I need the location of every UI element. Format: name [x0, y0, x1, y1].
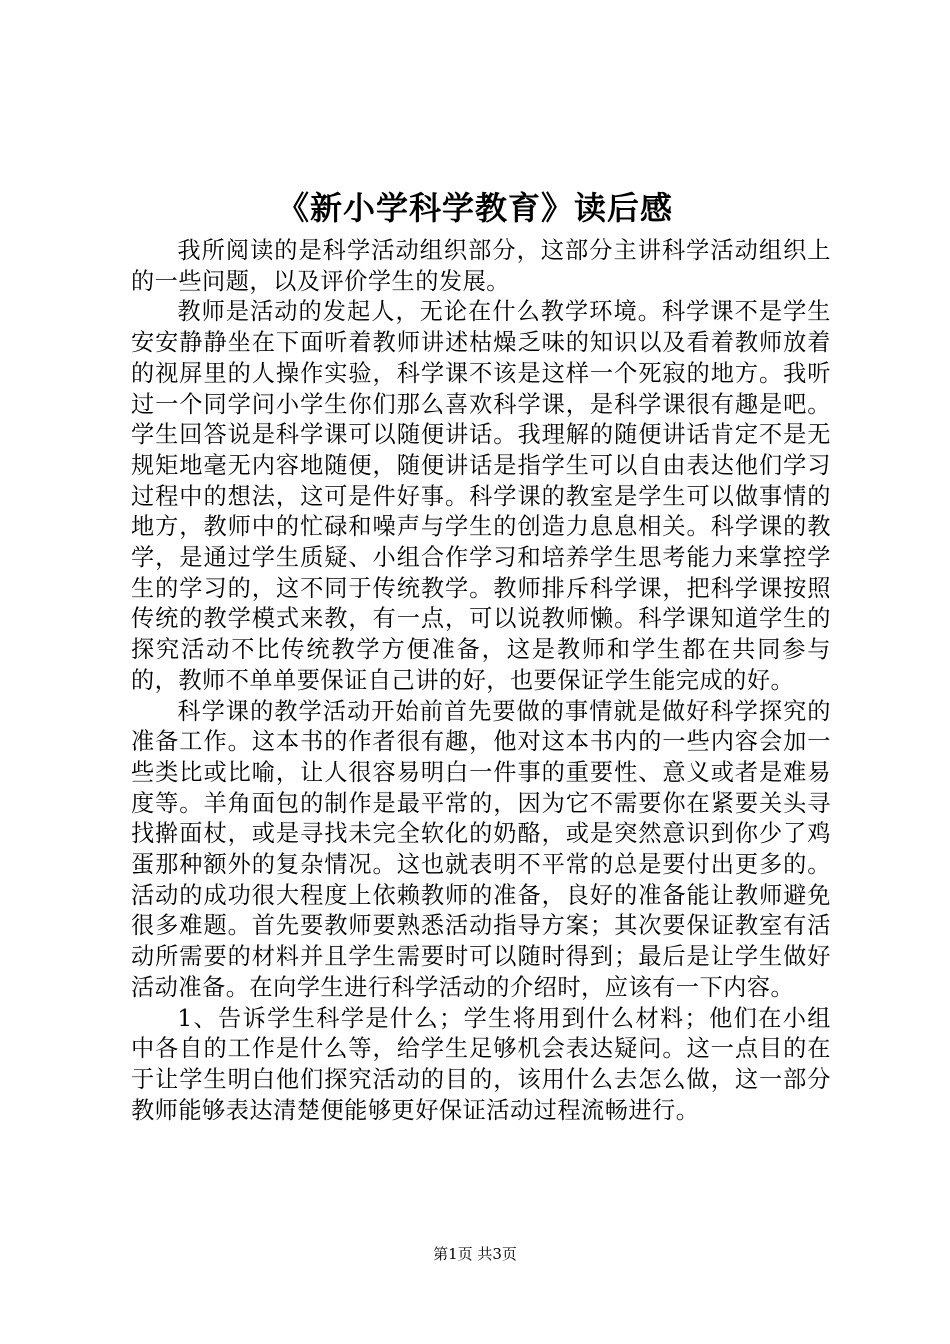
paragraph-4: 1、告诉学生科学是什么；学生将用到什么材料；他们在小组中各自的工作是什么等，给学生足够机会表达疑问。这一点目的在于让学生明白他们探究活动的目的，该用什么去怎么做，这一部分教师能够表达清楚便能够更好保证活动过程流畅进行。 [131, 1004, 831, 1124]
paragraph-3: 科学课的教学活动开始前首先要做的事情就是做好科学探究的准备工作。这本书的作者很有趣，他对这本书内的一些内容会加一些类比或比喻，让人很容易明白一件事的重要性、意义或者是难易度等。羊角面包的制作是最平常的，因为它不需要你在紧要关头寻找擀面杖，或是寻找未完全软化的奶酪，或是突然意识到你少了鸡蛋那种额外的复杂情况。这也就表明不平常的总是要付出更多的。活动的成功很大程度上依赖教师的准备，良好的准备能让教师避免很多难题。首先要教师要熟悉活动指导方案；其次要保证教室有活动所需要的材料并且学生需要时可以随时得到；最后是让学生做好活动准备。在向学生进行科学活动的介绍时，应该有一下内容。 [131, 697, 831, 1001]
paragraph-2: 教师是活动的发起人，无论在什么教学环境。科学课不是学生安安静静坐在下面听着教师讲述枯燥乏味的知识以及看着教师放着的视屏里的人操作实验，科学课不该是这样一个死寂的地方。我听过一个同学问小学生你们那么喜欢科学课，是科学课很有趣是吧。学生回答说是科学课可以随便讲话。我理解的随便讲话肯定不是无规矩地毫无内容地随便，随便讲话是指学生可以自由表达他们学习过程中的想法，这可是件好事。科学课的教室是学生可以做事情的地方，教师中的忙碌和噪声与学生的创造力息息相关。科学课的教学，是通过学生质疑、小组合作学习和培养学生思考能力来掌控学生的学习的，这不同于传统教学。教师排斥科学课，把科学课按照传统的教学模式来教，有一点，可以说教师懒。科学课知道学生的探究活动不比传统教学方便准备，这是教师和学生都在共同参与的，教师不单单要保证自己讲的好，也要保证学生能完成的好。 [131, 298, 831, 694]
document-body [131, 236, 831, 1126]
document-title: 《新小学科学教育》读后感 [276, 189, 673, 227]
page-footer: 第1页 共3页 [433, 1245, 517, 1263]
paragraph-1: 我所阅读的是科学活动组织部分，这部分主讲科学活动组织上的一些问题，以及评价学生的发展。 [131, 237, 831, 295]
